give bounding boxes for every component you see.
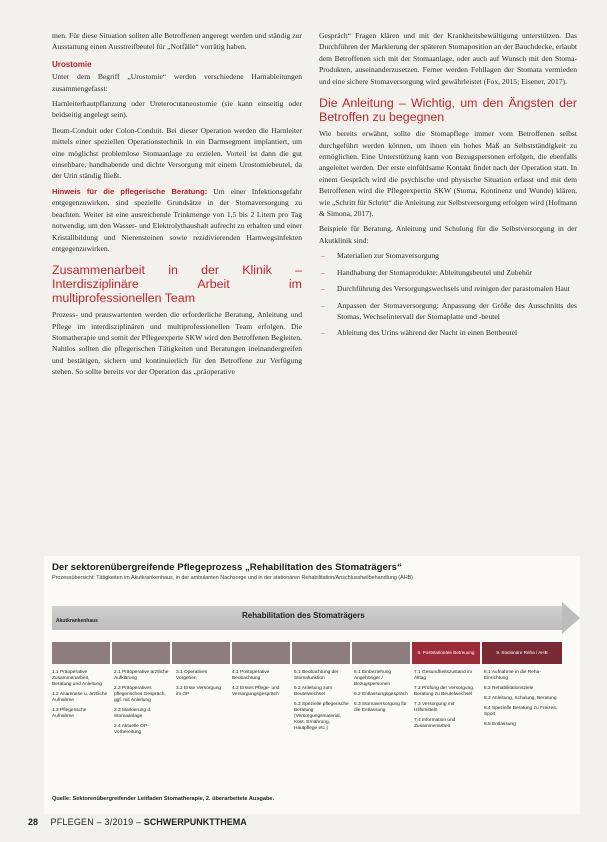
step-column-2: 2.1 Präoperative ärztliche Aufklärung 2.2 Präoperatives pflegerisches Gespräch, ggf. mit Anleitung 2.3 Markierung d. Stomaanlage 2.4 Aktuelle OP-Vorbereitung: [114, 670, 169, 735]
right-paragraph-1: Gespräch“ Fragen klären und mit der Krankheitsbewältigung unterstützen. Das Durchführen der Markierung der späteren Stomaposition an der Bauchdecke, erlaubt dem Betroffenen sich mit der Stomaanlage, oder auch auf Wunsch mit den Stoma-Produkten, auseinanderzusetzen. Ferner werden Fehllagen der Stomata vermieden und eine sichere Stomaversorgung wird gewährleistet (Fox, 2015; Eisener, 2017).: [319, 31, 577, 86]
phase-8: 9. Stationäre Reha / AHB: [482, 642, 562, 664]
right-paragraph-2: Wie bereits erwähnt, sollte die Stomapflege immer vom Betroffenen selbst durchgeführt werden können, um ihnen ein hohes Maß an Selbstständigkeit zu ermöglichen. Eine Unterstützung kann von Bezugspersonen erfolgen, die ebenfalls angeleitet werden. Der erste einfühlsame Kontakt findet nach der Operation statt. In einem Gespräch wird die psychische und physische Situation erfasst und mit dem Betroffenen wird die Pflegeexpertin SKW (Stoma, Kontinenz und Wunde) klären, wie „Schritt für Schritt“ die Anleitung zur Selbstversorgung erfolgen wird (Hofmann & Simona, 2017).: [319, 129, 577, 219]
left-paragraph-1: men. Für diese Situation sollten alle Betroffenen angeregt werden und ständig zur Ausstattung einen Ausstreifbeutel für „Notfälle“ vorrätig haben.: [52, 31, 302, 52]
phase-4: [232, 642, 290, 664]
dash-icon: –: [321, 328, 325, 338]
dash-icon: –: [321, 300, 325, 310]
step-column-7: 7.1 Gesundheitszustand im Alltag 7.2 Prüfung der Versorgung, Beratung zu Beutelwechsel 7.3 Versorgung mit Hilfsmitteln 7.4 Information und Zusammenarbeit: [414, 670, 475, 729]
phase-5: [292, 642, 350, 664]
phase-3: [172, 642, 230, 664]
process-arrow: [52, 606, 592, 632]
phase-1: [52, 642, 110, 664]
hint-paragraph: [52, 186, 302, 254]
examples-list: [319, 250, 577, 338]
left-paragraph-5: Prozess- und prauswartenten werden die erforderliche Beratung, Anleitung und Pflege im interdisziplinären und multiprofessionellen Team erfolgen. Die Stomatherapie und somit der Pflegeexperte SKW wird den Betroffenen Begleiten. Nahtlos sollten die pflegerischen Tätigkeiten und Beratungen ineinandergreifen und bestätigen, sichern und kontinuierlich für den Betroffene zur Verfügung stehen. So sollte bereits vor der Operation das „präoperative: [52, 310, 302, 377]
hint-label: Hinweis für die pflegerische Beratung:: [52, 186, 208, 196]
step-columns: [52, 670, 572, 790]
phase-7: 8. Poststationäre Betreuung: [412, 642, 480, 664]
left-paragraph-4: Ileum-Conduit oder Colon-Conduit. Bei dieser Operation werden die Harnleiter mittels einer speziellen Operationstechnik in ein Darmsegment implantiert, um eine möglichst problemlose Stomaanlage zu erzielen. Vorteil ist dann die gut einsehbare, handhabende und dichte Versorgung mit einem Urostomiebeutel, da der Urin ständig fließt.: [52, 125, 302, 181]
phase-6: [352, 642, 410, 664]
process-figure: [44, 556, 580, 814]
section-theme: SCHWERPUNKTTHEMA: [143, 817, 247, 827]
heading-urostomie: Urostomie: [52, 59, 92, 69]
dash-icon: –: [321, 284, 325, 294]
figure-title: Der sektorenübergreifende Pflegeprozess „Rehabilitation des Stomaträgers“: [52, 562, 402, 573]
heading-anleitung: Die Anleitung – Wichtig, um den Ängsten der Betroffen zu begegnen: [319, 96, 577, 124]
arrow-head-icon: [562, 602, 580, 634]
list-item: – Durchführung des Versorgungswechsels und reinigen der parastomalen Haut: [321, 284, 570, 294]
page-number: 28: [28, 817, 39, 827]
arrow-left-label: Akutkrankenhaus: [56, 618, 98, 624]
step-column-8: 8.1 Aufnahme in die Reha-Einrichtung 8.2 Rehabilitationsziele 8.3 Anleitung, Schulung, Beratung 8.4 Spezielle Beratung zu Freizeit, Sport 8.5 Entlassung: [484, 670, 558, 727]
phase-bar: [52, 642, 572, 664]
hint-text: Um einer Infektionsgefahr entgegenzuwirken, sind spezielle Grundsätze in der Stomaversorgung zu beachten. Weiter ist eine ausreichende Trinkmenge von 1,5 bis 2 Litern pro Tag notwendig, um den Wasser- und Elektrolythaushalt aufrecht zu erhalten und einer Kristallbildung und Nierensteinen sowie rezidivierenden Harnwegsinfekten entgegenzuwirken.: [52, 186, 302, 253]
left-paragraph-3: Harnleiterhautpflanzung oder Ureterocutaneostomie (sie kann einseitig oder beidseitig angelegt sein).: [52, 99, 302, 120]
dash-icon: –: [321, 251, 325, 261]
magazine-issue: PFLEGEN – 3/2019 –: [50, 817, 142, 827]
arrow-label: Rehabilitation des Stomaträgers: [242, 611, 365, 620]
phase-2: [112, 642, 170, 664]
left-column: [52, 30, 302, 382]
step-column-4: 4.1 Postoperative Beobachtung 4.2 Erstes Pflege- und Versorgungsgespräch: [232, 670, 280, 697]
right-column: [319, 30, 577, 344]
step-column-5: 5.1 Beobachtung der Stomafunktion 5.2 Anleitung zum Beutelwechsel 5.3 Spezielle pflegerische Beratung (Versorgungsmaterial, Kost, Ernährung, Hautpflege etc.): [294, 670, 349, 731]
list-item: – Materialien zur Stomaversorgung: [321, 251, 439, 261]
page-footer: [28, 817, 247, 827]
figure-subtitle: Prozessübersicht: Tätigkeiten im Akutkrankenhaus, in der ambulanten Nachsorge und in der stationären Rehabilitation/Anschlussheilbehandlung (AHB): [52, 575, 413, 581]
step-column-1: 1.1 Präoperative Zusammenarbeit, Beratung und Anleitung 1.2 Anamnese u. ärztliche Aufnahme 1.3 Pflegerische Aufnahme: [52, 670, 108, 719]
list-item: – Ableitung des Urins während der Nacht in einen Bettbeutel: [321, 328, 518, 338]
list-item: – Anpassen der Stomaversorgung: Anpassung der Größe des Ausschnitts des Stomas, Wechselintervall der Stomaplatte und -beutel: [321, 300, 577, 321]
list-item: – Handhabung der Stomaprodukte: Ableitungsbeutel und Zubehör: [321, 267, 533, 277]
left-paragraph-2: Unter dem Begriff „Urostomie“ werden verschiedene Harnableitungen zusammengefasst:: [52, 72, 302, 93]
heading-team: Zusammenarbeit in der Klinik – Interdisziplinäre Arbeit im multiprofessionellen Team: [52, 263, 302, 305]
step-column-3: 3.1 Operatives Vorgehen 3.2 Erste Versorgung im OP: [176, 670, 222, 697]
right-paragraph-3: Beispiele für Beratung, Anleitung und Schulung für die Selbstversorgung in der Akutklinik sind:: [319, 224, 577, 245]
figure-source: Quelle: Sektorenübergreifender Leitfaden Stomatherapie, 2. überarbeitete Ausgabe.: [52, 796, 275, 802]
dash-icon: –: [321, 267, 325, 277]
step-column-6: 6.1 Einbeziehung Angehöriger / Bezugspersonen 6.2 Entlassungsgespräch 6.3 Stomaversorgung für die Entlassung: [354, 670, 408, 713]
